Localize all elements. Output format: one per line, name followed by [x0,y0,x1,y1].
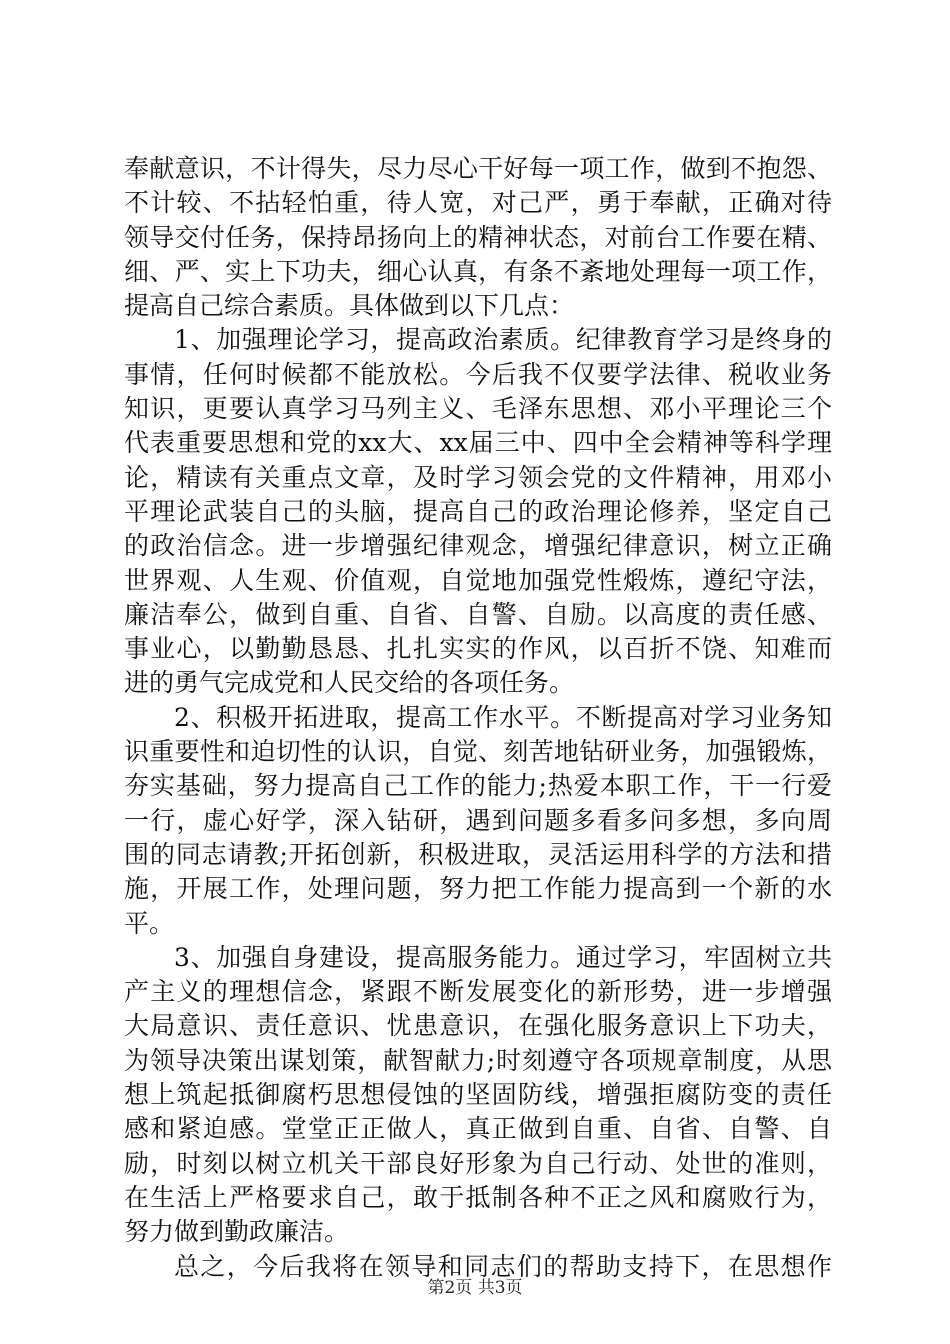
text-line: 平。 [124,908,175,938]
text-line: 平理论武装自己的头脑，提高自己的政治理论修养，坚定自己 [124,496,832,526]
text-line: 代表重要思想和党的xx大、xx届三中、四中全会精神等科学理 [124,428,832,458]
text-line: 努力做到勤政廉洁。 [124,1217,350,1247]
text-line: 事业心，以勤勤恳恳、扎扎实实的作风，以百折不饶、知难而 [124,634,832,664]
paragraph-3-start: 3、加强自身建设，提高服务能力。通过学习，牢固树立共 [174,942,832,972]
text-line: 知识，更要认真学习马列主义、毛泽东思想、邓小平理论三个 [124,394,832,424]
text-line: 一行，虚心好学，深入钻研，遇到问题多看多问多想，多向周 [124,805,832,835]
text-line: 感和紧迫感。堂堂正正做人，真正做到自重、自省、自警、自 [124,1114,832,1144]
text-line: 大局意识、责任意识、忧患意识，在强化服务意识上下功夫， [124,1011,832,1041]
page-number-footer: 第2页 共3页 [427,1278,523,1298]
text-line: 在生活上严格要求自己，敢于抵制各种不正之风和腐败行为， [124,1182,832,1212]
body-text [124,152,832,1284]
paragraph-1-start: 1、加强理论学习，提高政治素质。纪律教育学习是终身的 [174,325,832,355]
text-line: 不计较、不拈轻怕重，待人宽，对己严，勇于奉献，正确对待 [124,188,832,218]
text-line: 产主义的理想信念，紧跟不断发展变化的新形势，进一步增强 [124,977,832,1007]
text-line: 夯实基础，努力提高自己工作的能力;热爱本职工作，干一行爱 [124,771,832,801]
text-line: 施，开展工作，处理问题，努力把工作能力提高到一个新的水 [124,874,832,904]
text-line: 世界观、人生观、价值观，自觉地加强党性煅炼，遵纪守法， [124,565,832,595]
text-line: 识重要性和迫切性的认识，自觉、刻苦地钻研业务，加强锻炼， [124,737,832,767]
text-line: 廉洁奉公，做到自重、自省、自警、自励。以高度的责任感、 [124,599,832,629]
paragraph-4-start: 总之，今后我将在领导和同志们的帮助支持下，在思想作 [174,1251,832,1281]
text-line: 事情，任何时候都不能放松。今后我不仅要学法律、税收业务 [124,359,832,389]
text-line: 的政治信念。进一步增强纪律观念，增强纪律意识，树立正确 [124,531,832,561]
text-line: 奉献意识，不计得失，尽力尽心干好每一项工作，做到不抱怨、 [124,154,832,183]
text-line: 励，时刻以树立机关干部良好形象为自己行动、处世的准则， [124,1148,832,1178]
text-line: 细、严、实上下功夫，细心认真，有条不紊地处理每一项工作， [124,256,832,286]
text-line: 围的同志请教;开拓创新，积极进取，灵活运用科学的方法和措 [124,839,832,869]
text-line: 想上筑起抵御腐朽思想侵蚀的坚固防线，增强拒腐防变的责任 [124,1080,832,1110]
text-line: 进的勇气完成党和人民交给的各项任务。 [124,668,575,698]
text-line: 为领导决策出谋划策，献智献力;时刻遵守各项规章制度，从思 [124,1045,832,1075]
paragraph-2-start: 2、积极开拓进取，提高工作水平。不断提高对学习业务知 [174,702,832,732]
text-line: 提高自己综合素质。具体做到以下几点： [124,291,575,321]
text-line: 领导交付任务，保持昂扬向上的精神状态，对前台工作要在精、 [124,222,832,252]
text-line: 论，精读有关重点文章，及时学习领会党的文件精神，用邓小 [124,462,832,492]
